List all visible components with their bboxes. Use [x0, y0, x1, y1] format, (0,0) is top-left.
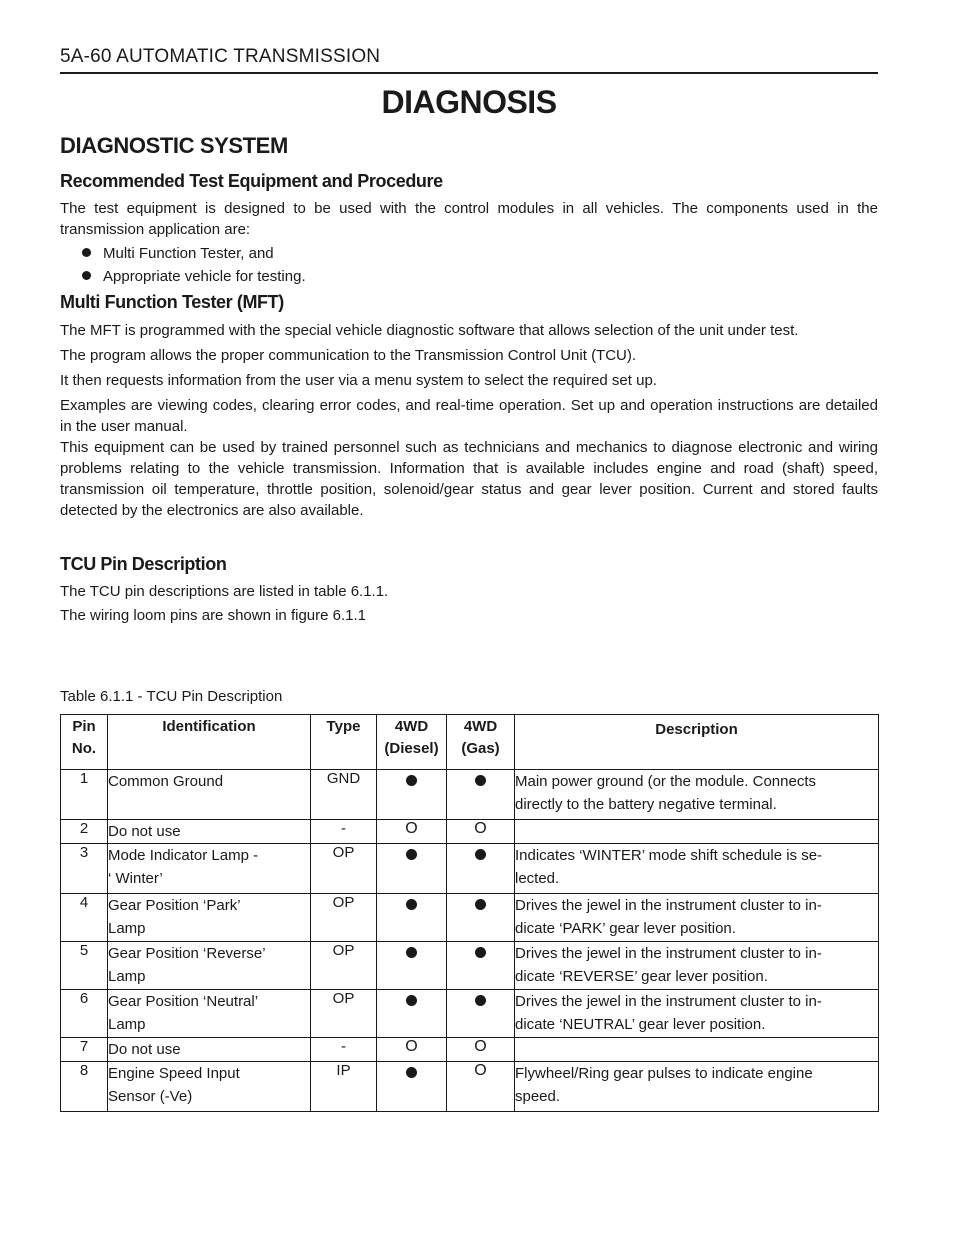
table-row [61, 942, 879, 990]
diesel-applicability [377, 942, 447, 990]
filled-dot-icon [406, 1067, 417, 1078]
bullet-icon [82, 248, 91, 257]
diesel-applicability [377, 770, 447, 820]
filled-dot-icon [406, 849, 417, 860]
diesel-applicability [377, 1062, 447, 1112]
diesel-applicability [377, 894, 447, 942]
gas-applicability [447, 942, 515, 990]
filled-dot-icon [406, 995, 417, 1006]
table-header-row [61, 715, 879, 770]
pin-number: 5 [61, 942, 108, 990]
filled-dot-icon [475, 775, 486, 786]
mft-paragraph: The MFT is programmed with the special vehicle diagnostic software that allows selection of the unit under test. [60, 322, 799, 339]
test-equipment-intro: The test equipment is designed to be used with the control modules in all vehicles. The components used in the transmission application are: [60, 200, 878, 238]
pin-number: 8 [61, 1062, 108, 1112]
pin-identification: Do not use [108, 820, 311, 844]
gas-applicability [447, 1038, 515, 1062]
pin-description: Drives the jewel in the instrument cluster to in- dicate ‘NEUTRAL’ gear lever position. [515, 990, 879, 1038]
pin-number: 2 [61, 820, 108, 844]
header-rule [60, 72, 878, 74]
bullet-item [82, 266, 306, 287]
filled-dot-icon [475, 899, 486, 910]
pin-number: 4 [61, 894, 108, 942]
pin-description [515, 820, 879, 844]
tcu-heading: TCU Pin Description [60, 554, 227, 574]
table-row [61, 820, 879, 844]
mft-heading: Multi Function Tester (MFT) [60, 292, 284, 312]
pin-mark: O [405, 1038, 418, 1055]
pin-number: 6 [61, 990, 108, 1038]
bullet-item [82, 243, 274, 264]
pin-mark: O [405, 820, 418, 837]
pin-type: OP [311, 942, 377, 990]
header-identification: Identification [108, 715, 311, 770]
test-equipment-heading: Recommended Test Equipment and Procedure [60, 171, 443, 191]
diesel-applicability [377, 820, 447, 844]
filled-dot-icon [475, 849, 486, 860]
pin-description [515, 1038, 879, 1062]
bullet-text: Appropriate vehicle for testing. [103, 268, 306, 285]
pin-description: Flywheel/Ring gear pulses to indicate engine speed. [515, 1062, 879, 1112]
gas-applicability [447, 844, 515, 894]
pin-number: 7 [61, 1038, 108, 1062]
running-header: 5A-60 AUTOMATIC TRANSMISSION [60, 46, 381, 67]
mft-paragraph: Examples are viewing codes, clearing error codes, and real-time operation. Set up and operation instructions are detailed in the user manual. [60, 397, 878, 435]
bullet-icon [82, 271, 91, 280]
table-row [61, 844, 879, 894]
pin-identification: Gear Position ‘Neutral’ Lamp [108, 990, 311, 1038]
pin-type: OP [311, 894, 377, 942]
header-type: Type [311, 715, 377, 770]
header-4wd-gas: 4WD (Gas) [447, 715, 515, 770]
pin-number: 3 [61, 844, 108, 894]
section-heading: DIAGNOSTIC SYSTEM [60, 133, 288, 158]
table-row [61, 770, 879, 820]
mft-paragraph: This equipment can be used by trained personnel such as technicians and mechanics to diagnose electronic and wiring problems relating to the vehicle transmission. Information that is available includes engine and road (shaft) speed, transmission oil temperature, throttle position, solenoid/gear status and gear lever position. Current and stored faults detected by the electronics are also available. [60, 439, 878, 519]
pin-description: Drives the jewel in the instrument cluster to in- dicate ‘PARK’ gear lever position. [515, 894, 879, 942]
diesel-applicability [377, 1038, 447, 1062]
gas-applicability [447, 894, 515, 942]
bullet-text: Multi Function Tester, and [103, 245, 274, 262]
gas-applicability [447, 820, 515, 844]
pin-mark: O [474, 820, 487, 837]
pin-identification: Gear Position ‘Reverse’ Lamp [108, 942, 311, 990]
pin-mark: O [474, 1038, 487, 1055]
mft-paragraph: It then requests information from the user via a menu system to select the required set up. [60, 372, 657, 389]
pin-type: OP [311, 844, 377, 894]
tcu-paragraph: The TCU pin descriptions are listed in table 6.1.1. [60, 583, 389, 600]
tcu-pin-table [60, 714, 879, 1112]
diesel-applicability [377, 990, 447, 1038]
table-caption: Table 6.1.1 - TCU Pin Description [60, 688, 283, 705]
pin-description: Main power ground (or the module. Connects directly to the battery negative terminal. [515, 770, 879, 820]
header-4wd-diesel: 4WD (Diesel) [377, 715, 447, 770]
pin-identification: Engine Speed Input Sensor (-Ve) [108, 1062, 311, 1112]
pin-identification: Mode Indicator Lamp - ‘ Winter’ [108, 844, 311, 894]
gas-applicability [447, 770, 515, 820]
gas-applicability [447, 1062, 515, 1112]
table-row [61, 990, 879, 1038]
diesel-applicability [377, 844, 447, 894]
pin-description: Drives the jewel in the instrument cluster to in- dicate ‘REVERSE’ gear lever position. [515, 942, 879, 990]
table-row [61, 894, 879, 942]
pin-type: IP [311, 1062, 377, 1112]
pin-description: Indicates ‘WINTER’ mode shift schedule is se- lected. [515, 844, 879, 894]
mft-paragraph: The program allows the proper communication to the Transmission Control Unit (TCU). [60, 347, 637, 364]
tcu-paragraph: The wiring loom pins are shown in figure 6.1.1 [60, 607, 366, 624]
pin-number: 1 [61, 770, 108, 820]
filled-dot-icon [406, 899, 417, 910]
pin-identification: Common Ground [108, 770, 311, 820]
table-row [61, 1038, 879, 1062]
pin-type: OP [311, 990, 377, 1038]
filled-dot-icon [475, 995, 486, 1006]
gas-applicability [447, 990, 515, 1038]
pin-mark: O [474, 1062, 487, 1079]
header-description: Description [515, 715, 879, 770]
filled-dot-icon [406, 947, 417, 958]
filled-dot-icon [406, 775, 417, 786]
pin-type: - [311, 820, 377, 844]
pin-type: - [311, 1038, 377, 1062]
header-pin: Pin No. [61, 715, 108, 770]
table-row [61, 1062, 879, 1112]
pin-identification: Gear Position ‘Park’ Lamp [108, 894, 311, 942]
filled-dot-icon [475, 947, 486, 958]
page-title: DIAGNOSIS [381, 84, 557, 120]
pin-type: GND [311, 770, 377, 820]
pin-identification: Do not use [108, 1038, 311, 1062]
